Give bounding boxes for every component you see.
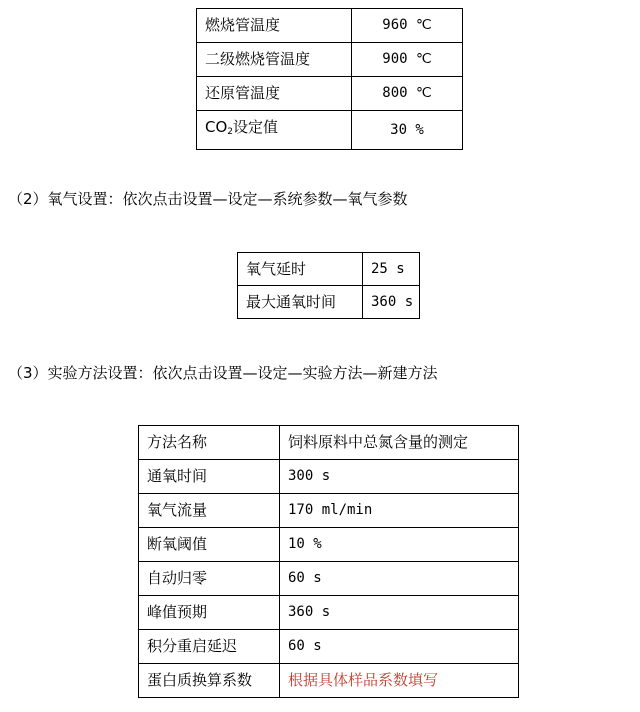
row-label: 燃烧管温度 xyxy=(197,9,352,43)
temperature-settings-table xyxy=(196,8,463,150)
table-row xyxy=(139,630,519,664)
row-label xyxy=(197,111,352,150)
row-value: 800 ℃ xyxy=(352,77,463,111)
row-value: 10 % xyxy=(280,528,519,562)
method-settings-table xyxy=(138,425,519,698)
table-row xyxy=(238,253,420,286)
row-value: 960 ℃ xyxy=(352,9,463,43)
row-label: 氧气延时 xyxy=(238,253,363,286)
row-value: 30 % xyxy=(352,111,463,150)
row-value: 900 ℃ xyxy=(352,43,463,77)
row-value-note: 根据具体样品系数填写 xyxy=(280,664,519,698)
table-row xyxy=(139,426,519,460)
table-row xyxy=(197,77,463,111)
co2-suffix: 设定值 xyxy=(233,118,279,136)
row-value: 360 s xyxy=(280,596,519,630)
row-value: 360 s xyxy=(363,286,420,319)
oxygen-settings-heading: （2）氧气设置：依次点击设置—设定—系统参数—氧气参数 xyxy=(8,190,408,208)
row-label: 自动归零 xyxy=(139,562,280,596)
co2-prefix: CO xyxy=(205,118,228,136)
row-label: 还原管温度 xyxy=(197,77,352,111)
row-value: 25 s xyxy=(363,253,420,286)
row-value: 60 s xyxy=(280,630,519,664)
table-row xyxy=(197,9,463,43)
table-row xyxy=(139,562,519,596)
row-value: 300 s xyxy=(280,460,519,494)
row-value: 饲料原料中总氮含量的测定 xyxy=(280,426,519,460)
row-label: 方法名称 xyxy=(139,426,280,460)
row-label: 积分重启延迟 xyxy=(139,630,280,664)
table-row xyxy=(197,111,463,150)
row-value: 170 ml/min xyxy=(280,494,519,528)
table-row xyxy=(139,460,519,494)
table-row xyxy=(139,528,519,562)
row-label: 峰值预期 xyxy=(139,596,280,630)
row-label: 最大通氧时间 xyxy=(238,286,363,319)
row-value: 60 s xyxy=(280,562,519,596)
row-label: 氧气流量 xyxy=(139,494,280,528)
method-settings-heading: （3）实验方法设置：依次点击设置—设定—实验方法—新建方法 xyxy=(8,364,438,382)
table-row xyxy=(139,596,519,630)
co2-subscript: 2 xyxy=(227,127,234,137)
row-label: 断氧阈值 xyxy=(139,528,280,562)
row-label: 蛋白质换算系数 xyxy=(139,664,280,698)
row-label: 二级燃烧管温度 xyxy=(197,43,352,77)
table-row xyxy=(139,664,519,698)
row-label: 通氧时间 xyxy=(139,460,280,494)
oxygen-settings-table xyxy=(237,252,420,319)
table-row xyxy=(139,494,519,528)
table-row xyxy=(238,286,420,319)
table-row xyxy=(197,43,463,77)
